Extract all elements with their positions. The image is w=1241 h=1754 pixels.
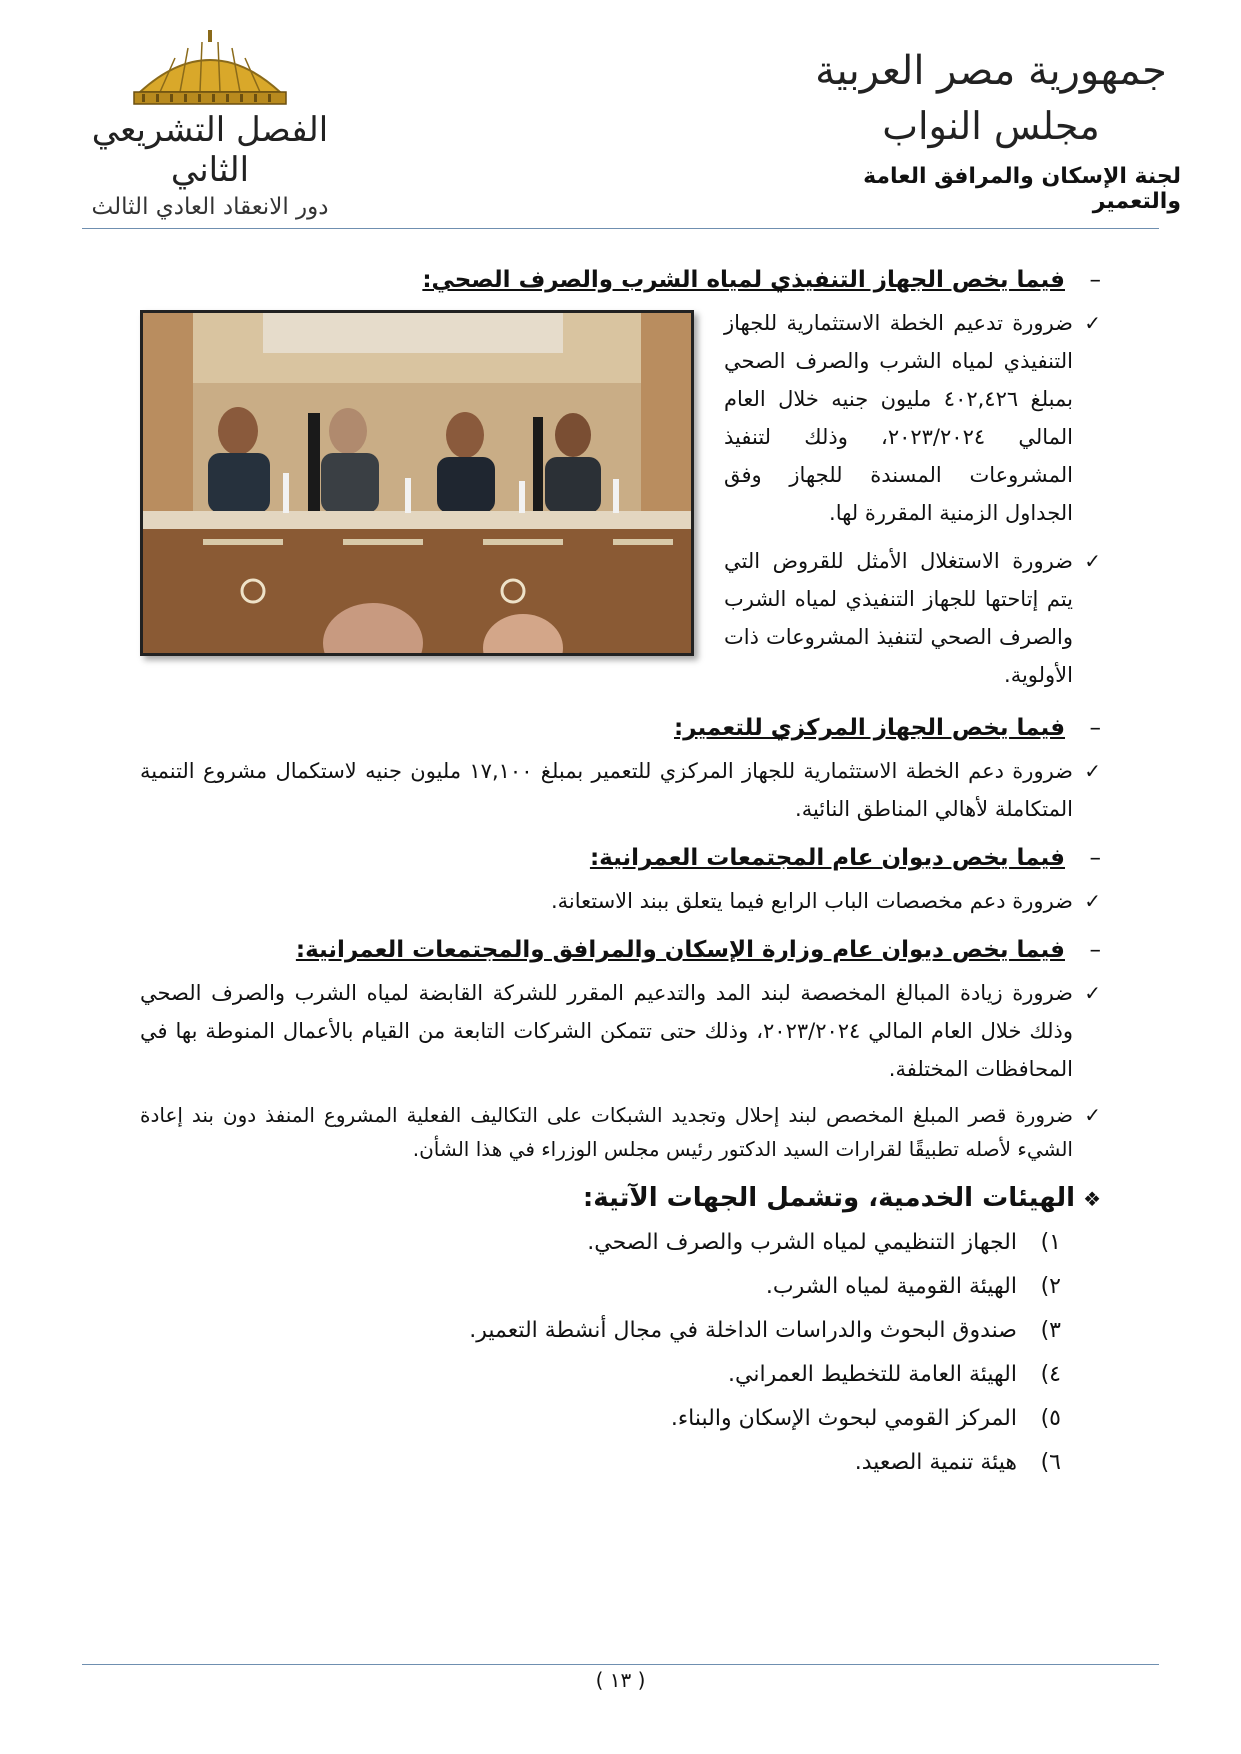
section-items: [140, 974, 1101, 1166]
services-section: [140, 1176, 1101, 1485]
list-item: ١)الجهاز التنظيمي لمياه الشرب والصرف الصحي.: [587, 1230, 1061, 1255]
list-item: ✓ ضرورة تدعيم الخطة الاستثمارية للجهاز التنفيذي لمياه الشرب والصرف الصحي بمبلغ ٤٠٢,٤٢٦ مليون جنيه خلال العام المالي ٢٠٢٣/٢٠٢٤، وذلك لتنفيذ المشروعات المسندة للجهاز وفق الجداول الزمنية المقررة لها.: [140, 304, 1101, 532]
session-label: دور الانعقاد العادي الثالث: [91, 194, 329, 220]
list-item: ٣)صندوق البحوث والدراسات الداخلة في مجال أنشطة التعمير.: [469, 1318, 1061, 1343]
services-list: [140, 1221, 1101, 1485]
list-item: ✓ ضرورة دعم مخصصات الباب الرابع فيما يتعلق ببند الاستعانة.: [140, 882, 1101, 920]
list-item: ✓ ضرورة دعم الخطة الاستثمارية للجهاز المركزي للتعمير بمبلغ ١٧,١٠٠ مليون جنيه لاستكمال مشروع التنمية المتكاملة لأهالي المناطق النائية.: [140, 752, 1101, 828]
legislative-term: الفصل التشريعي الثاني: [91, 110, 329, 190]
footer-divider: [82, 1664, 1159, 1665]
section-title: –فيما يخص الجهاز التنفيذي لمياه الشرب والصرف الصحي:: [422, 267, 1101, 293]
parliament-dome-logo: [130, 30, 290, 108]
committee-name: لجنة الإسكان والمرافق العامة والتعمير: [863, 164, 1181, 214]
list-item: ✓ ضرورة قصر المبلغ المخصص لبند إحلال وتجديد الشبكات على التكاليف الفعلية المشروع المنفذ دون بند إعادة الشيء لأصله تطبيقًا لقرارات السيد الدكتور رئيس مجلس الوزراء في هذا الشأن.: [140, 1098, 1101, 1166]
parliament-name: مجلس النواب: [882, 104, 1100, 148]
section-urban-communities: [140, 838, 1101, 920]
section-housing-ministry: [140, 930, 1101, 1166]
section-title: –فيما يخص الجهاز المركزي للتعمير:: [674, 715, 1101, 741]
list-item: ٥)المركز القومي لبحوث الإسكان والبناء.: [670, 1406, 1061, 1431]
section-items: [140, 752, 1101, 828]
section-items: [140, 304, 1101, 694]
country-name: جمهورية مصر العربية: [815, 48, 1167, 94]
header-left: [60, 30, 360, 220]
header-divider: [82, 228, 1159, 229]
list-item: ✓ ضرورة زيادة المبالغ المخصصة لبند المد والتدعيم المقرر للشركة القابضة لمياه الشرب والصرف الصحي وذلك خلال العام المالي ٢٠٢٣/٢٠٢٤، وذلك حتى تتمكن الشركات التابعة من القيام بالأعمال المنوطة بها في المحافظات المختلفة.: [140, 974, 1101, 1088]
diamond-bullet-icon: ❖: [1083, 1187, 1101, 1211]
list-item: ٦)هيئة تنمية الصعيد.: [854, 1450, 1061, 1475]
section-items: [140, 882, 1101, 920]
services-title: ❖الهيئات الخدمية، وتشمل الجهات الآتية:: [582, 1183, 1101, 1213]
page-number: ( ١٣ ): [595, 1668, 646, 1692]
section-water-executive: [140, 260, 1101, 704]
page-content: [140, 260, 1101, 1485]
section-central-reconstruction: [140, 708, 1101, 828]
header-right: [801, 42, 1181, 214]
section-title: –فيما يخص ديوان عام وزارة الإسكان والمرافق والمجتمعات العمرانية:: [295, 937, 1101, 963]
list-item: ٢)الهيئة القومية لمياه الشرب.: [765, 1274, 1061, 1299]
section-title: –فيما يخص ديوان عام المجتمعات العمرانية:: [589, 845, 1101, 871]
list-item: ٤)الهيئة العامة للتخطيط العمراني.: [728, 1362, 1061, 1387]
list-item: ✓ ضرورة الاستغلال الأمثل للقروض التي يتم إتاحتها للجهاز التنفيذي لمياه الشرب والصرف الصحي لتنفيذ المشروعات ذات الأولوية.: [140, 542, 1101, 694]
